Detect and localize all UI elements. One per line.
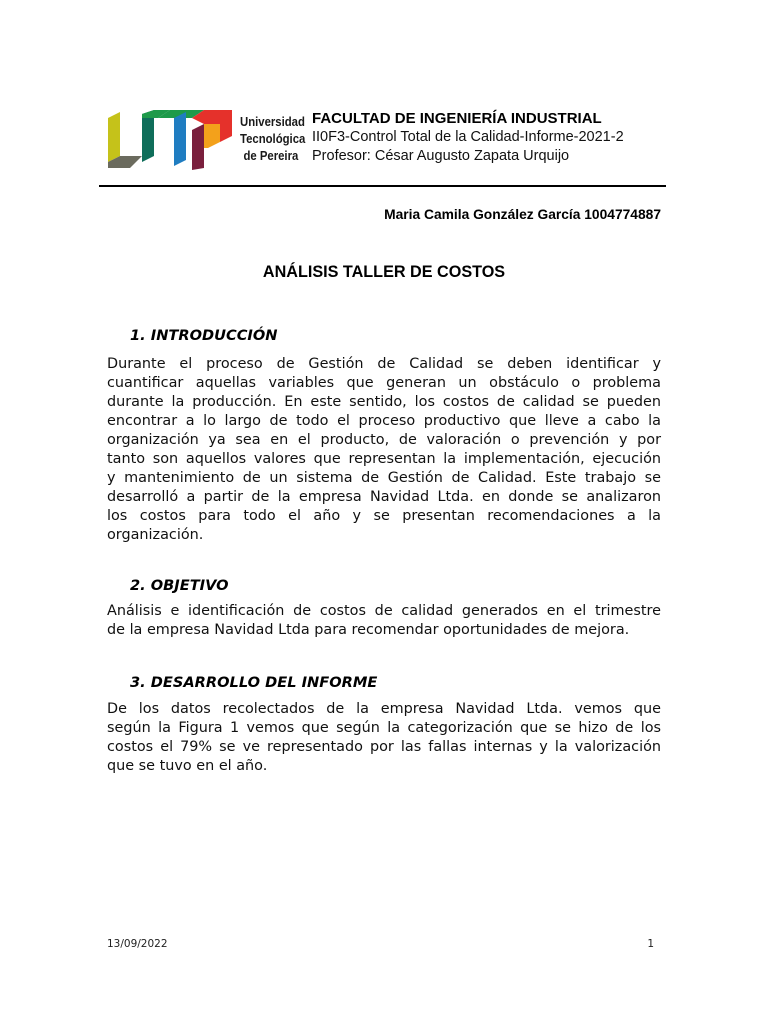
text-line: Durante el proceso de Gestión de Calidad se deben identificar y <box>107 356 661 372</box>
professor-name: Profesor: César Augusto Zapata Urquijo <box>312 147 570 164</box>
university-logo <box>108 110 304 170</box>
text-line: cuantificar aquellas variables que generan un obstáculo o problema <box>107 375 661 391</box>
footer-date: 13/09/2022 <box>107 938 168 950</box>
text-line: desarrolló a partir de la empresa Navidad Ltda. en donde se analizaron <box>107 489 661 505</box>
header-info <box>312 109 624 165</box>
text-line: de la empresa Navidad Ltda para recomendar oportunidades de mejora. <box>107 622 630 638</box>
text-line: encontrar a lo largo de todo el proceso productivo que lleve a cabo la <box>107 413 661 429</box>
section-heading-objetivo: 2. OBJETIVO <box>130 577 229 594</box>
text-line: durante la producción. En este sentido, los costos de calidad se pueden <box>107 394 661 410</box>
utp-logo-icon <box>108 110 240 170</box>
text-line: que se tuvo en el año. <box>107 758 268 774</box>
text-line: tanto son aquellos valores que representan la implementación, ejecución <box>107 451 661 467</box>
document-title: ANÁLISIS TALLER DE COSTOS <box>262 263 506 281</box>
author-line: Maria Camila González García 1004774887 <box>384 207 661 222</box>
logo-line: de Pereira <box>243 148 299 163</box>
section-body-introduccion <box>107 355 661 545</box>
text-line: los costos para todo el año y se presentan recomendaciones a la <box>107 508 661 524</box>
faculty-name: FACULTAD DE INGENIERÍA INDUSTRIAL <box>312 110 602 127</box>
section-body-objetivo <box>107 602 661 640</box>
section-heading-introduccion: 1. INTRODUCCIÓN <box>130 327 278 344</box>
page-number: 1 <box>647 938 654 950</box>
logo-line: Universidad <box>240 114 305 129</box>
text-line: organización ya sea en el producto, de valoración o prevención y por <box>107 432 661 448</box>
section-heading-desarrollo: 3. DESARROLLO DEL INFORME <box>130 674 378 691</box>
text-line: De los datos recolectados de la empresa Navidad Ltda. vemos que <box>107 701 661 717</box>
logo-line: Tecnológica <box>240 131 306 146</box>
section-body-desarrollo <box>107 700 661 776</box>
logo-wordmark <box>240 113 305 164</box>
header-divider <box>99 185 666 187</box>
text-line: costos el 79% se ve representado por las fallas internas y la valorización <box>107 739 661 755</box>
course-name: II0F3-Control Total de la Calidad-Informe-2021-2 <box>312 129 624 145</box>
text-line: según la Figura 1 vemos que según la categorización que se hizo de los <box>107 720 661 736</box>
text-line: y mantenimiento de un sistema de Gestión de Calidad. Este trabajo se <box>107 470 661 486</box>
text-line: Análisis e identificación de costos de calidad generados en el trimestre <box>107 603 661 619</box>
text-line: organización. <box>107 527 204 543</box>
